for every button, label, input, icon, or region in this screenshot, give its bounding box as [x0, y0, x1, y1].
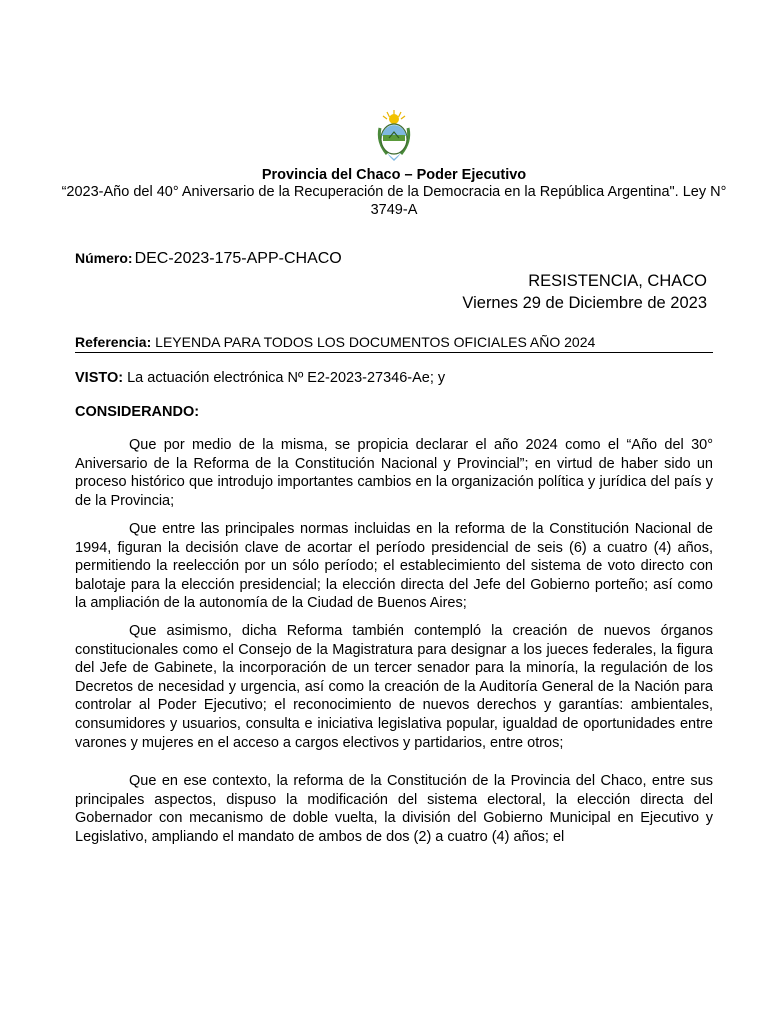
reference-line — [75, 334, 713, 353]
paragraph: Que por medio de la misma, se propicia declarar el año 2024 como el “Año del 30° Aniversario de la Reforma de la Constitución Nacional y Provincial”; en virtud de haber sido un proceso histórico que introdujo importantes cambios en la organización política y jurídica del país y de la Provincia; — [75, 437, 713, 509]
date: Viernes 29 de Diciembre de 2023 — [462, 294, 707, 312]
provincial-coat-of-arms-icon — [373, 108, 415, 162]
paragraph: Que en ese contexto, la reforma de la Constitución de la Provincia del Chaco, entre sus principales aspectos, dispuso la modificación del sistema electoral, la elección directa del Gobernador con mecanismo de doble vuelta, la división del Gobierno Municipal en Ejecutivo y Legislativo, ampliando el mandato de ambos de dos (2) a cuatro (4) años; el — [75, 773, 713, 845]
paragraph: Que asimismo, dicha Reforma también contempló la creación de nuevos órganos constitucionales como el Consejo de la Magistratura para designar a los jueces federales, la figura del Jefe de Gabinete, la incorporación de un tercer senador para la minoría, la regulación de los Decretos de necesidad y urgencia, así como la creación de la Auditoría General de la Nación para controlar al Poder Ejecutivo; el reconocimiento de nuevos derechos y garantías: ambientales, consumidores y usuarios, consulta e iniciativa legislativa popular, igualdad de oportunidades entre varones y mujeres en el acceso a cargos electivos y partidarios, entre otros; — [75, 623, 713, 751]
visto-line — [75, 370, 445, 386]
considerando-heading: CONSIDERANDO: — [75, 404, 200, 420]
reference-label: Referencia: — [75, 334, 152, 350]
decree-number — [75, 250, 342, 268]
location: RESISTENCIA, CHACO — [528, 272, 707, 290]
decree-number-label: Número: — [75, 250, 133, 266]
visto-value: La actuación electrónica Nº E2-2023-27346-Ae; y — [127, 370, 446, 386]
header-motto: “2023-Año del 40° Aniversario de la Recuperación de la Democracia en la República Argentina". Ley N° 3749-A — [61, 184, 727, 218]
paragraph: Que entre las principales normas incluidas en la reforma de la Constitución Nacional de 1994, figuran la decisión clave de acortar el período presidencial de seis (6) a cuatro (4) años, permitiendo la reelección por un sólo período; el establecimiento del sistema de voto directo con balotaje para la elección presidencial; la elección directa del Jefe del Gobierno porteño; así como la ampliación de la autonomía de la Ciudad de Buenos Aires; — [75, 521, 713, 612]
reference-value: LEYENDA PARA TODOS LOS DOCUMENTOS OFICIALES AÑO 2024 — [155, 334, 596, 350]
visto-label: VISTO: — [75, 370, 124, 386]
decree-number-value: DEC-2023-175-APP-CHACO — [134, 250, 342, 267]
header-title: Provincia del Chaco – Poder Ejecutivo — [261, 167, 527, 183]
